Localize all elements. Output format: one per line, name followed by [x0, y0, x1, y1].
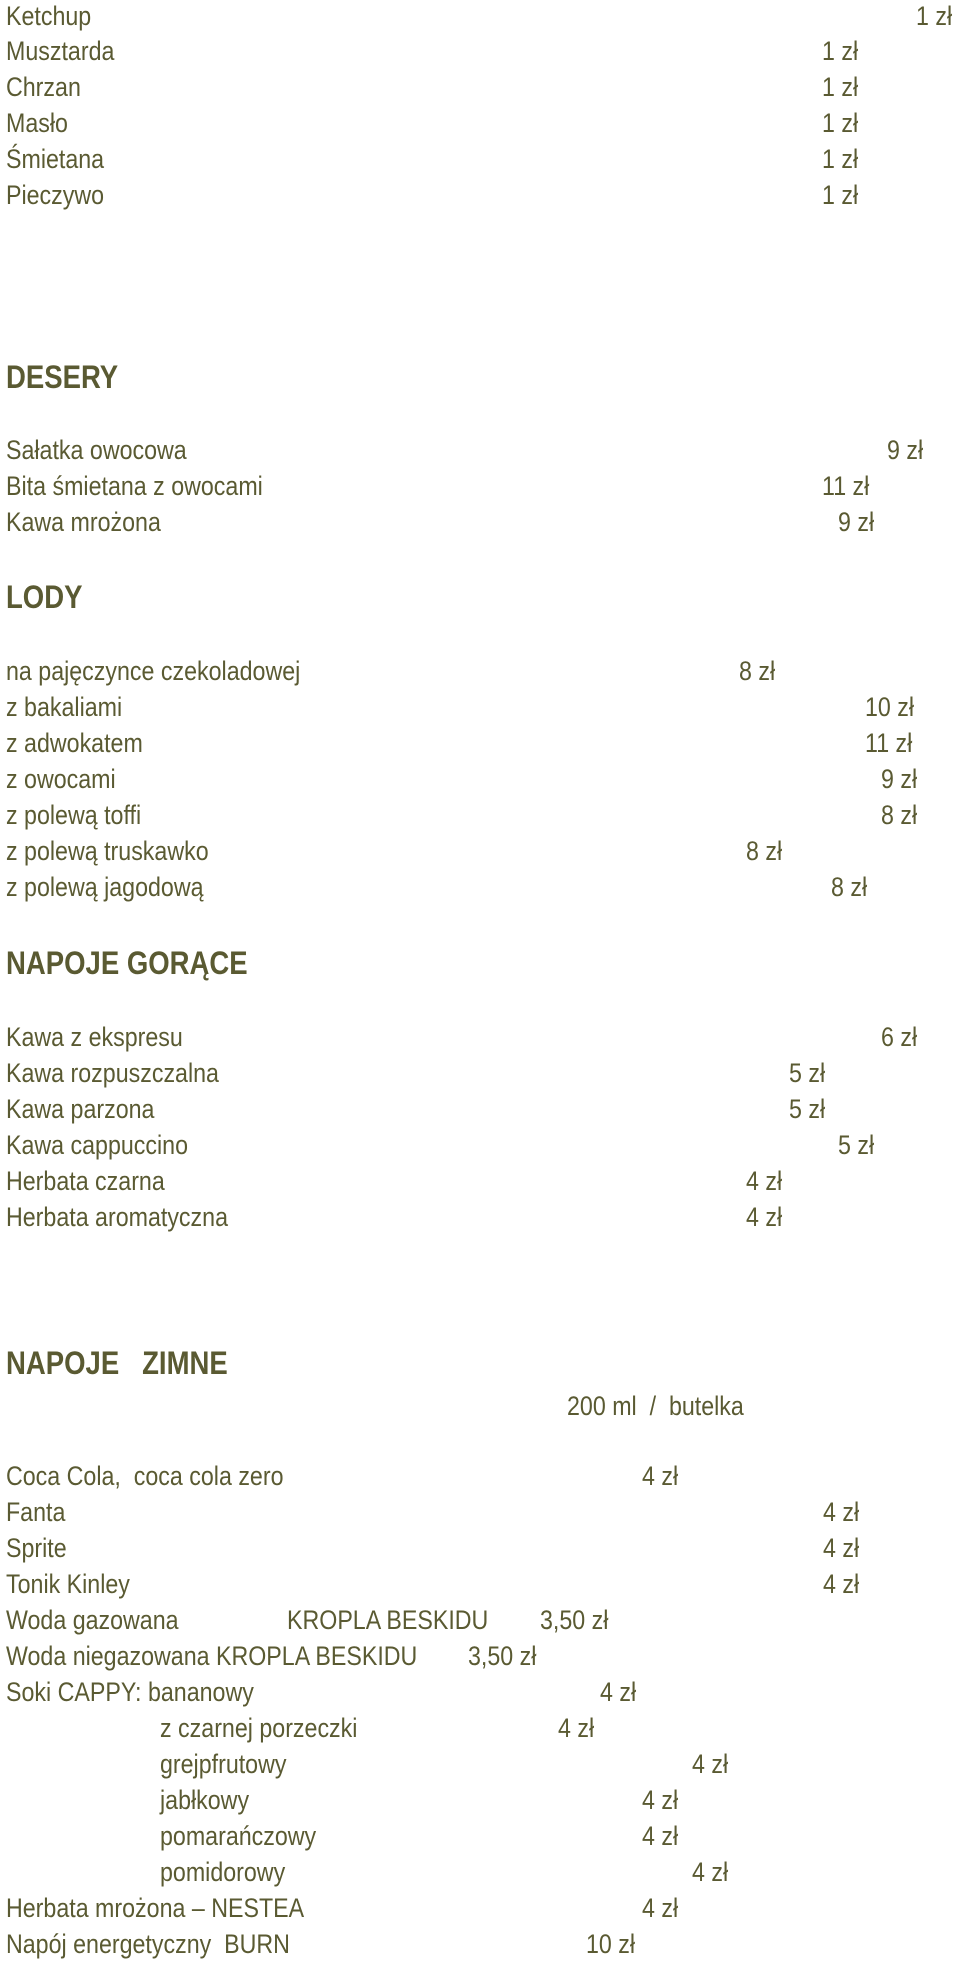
menu-item-price: 4 zł — [692, 1857, 729, 1887]
menu-item-name: jabłkowy — [160, 1785, 250, 1815]
menu-item-name: Pieczywo — [6, 180, 105, 210]
menu-item-price: 1 zł — [822, 72, 859, 102]
section-title-lody: LODY — [6, 579, 83, 615]
menu-item-name: Kawa parzona — [6, 1094, 155, 1124]
menu-item-price: 8 zł — [831, 872, 868, 902]
menu-item-name: z owocami — [6, 764, 116, 794]
menu-item-name: Woda niegazowana KROPLA BESKIDU — [6, 1641, 418, 1671]
menu-item-name: Bita śmietana z owocami — [6, 471, 263, 501]
menu-item-name: Herbata mrożona – NESTEA — [6, 1893, 305, 1923]
menu-item-name: Herbata czarna — [6, 1166, 165, 1196]
section-title-napoje-zimne: NAPOJE ZIMNE — [6, 1345, 228, 1381]
menu-item-price: 4 zł — [558, 1713, 595, 1743]
menu-item-name: Sałatka owocowa — [6, 435, 187, 465]
menu-item-name: Kawa z ekspresu — [6, 1022, 183, 1052]
menu-item-name: Soki CAPPY: bananowy — [6, 1677, 254, 1707]
menu-item-price: 1 zł — [822, 36, 859, 66]
menu-item-price: 3,50 zł — [468, 1641, 537, 1671]
menu-item-price: 8 zł — [746, 836, 783, 866]
menu-item-price: 3,50 zł — [540, 1605, 609, 1635]
menu-item-price: 8 zł — [739, 656, 776, 686]
menu-item-price: 1 zł — [822, 144, 859, 174]
menu-item-name: Kawa cappuccino — [6, 1130, 189, 1160]
menu-item-price: 10 zł — [865, 692, 915, 722]
menu-item-price: 1 zł — [916, 1, 953, 31]
menu-item-price: 5 zł — [789, 1058, 826, 1088]
menu-item-name: Napój energetyczny BURN — [6, 1929, 290, 1959]
menu-item-name: na pajęczynce czekoladowej — [6, 656, 301, 686]
menu-item-price: 4 zł — [746, 1202, 783, 1232]
menu-item-name: z polewą jagodową — [6, 872, 204, 902]
menu-item-price: 5 zł — [838, 1130, 875, 1160]
menu-item-price: 4 zł — [692, 1749, 729, 1779]
menu-item-price: 4 zł — [823, 1533, 860, 1563]
menu-item-name: z polewą toffi — [6, 800, 142, 830]
section-title-desery: DESERY — [6, 359, 119, 395]
menu-item-name: pomarańczowy — [160, 1821, 317, 1851]
menu-item-price: 11 zł — [822, 471, 870, 501]
menu-item-name: Kawa mrożona — [6, 507, 161, 537]
menu-item-price: 4 zł — [642, 1893, 679, 1923]
menu-item-name: z czarnej porzeczki — [160, 1713, 358, 1743]
menu-item-price: 6 zł — [881, 1022, 918, 1052]
menu-item-name: pomidorowy — [160, 1857, 286, 1887]
menu-item-price: 9 zł — [887, 435, 924, 465]
menu-item-price: 1 zł — [822, 108, 859, 138]
menu-item-price: 4 zł — [600, 1677, 637, 1707]
menu-item-name: Tonik Kinley — [6, 1569, 130, 1599]
menu-item-name: Fanta — [6, 1497, 66, 1527]
menu-item-price: 4 zł — [642, 1821, 679, 1851]
menu-item-name: z bakaliami — [6, 692, 123, 722]
menu-item-name: z adwokatem — [6, 728, 143, 758]
menu-item-name: Sprite — [6, 1533, 67, 1563]
section-title-napoje-gorace: NAPOJE GORĄCE — [6, 945, 248, 981]
menu-item-name: Kawa rozpuszczalna — [6, 1058, 219, 1088]
menu-item-price: 8 zł — [881, 800, 918, 830]
menu-item-name: Ketchup — [6, 1, 92, 31]
menu-item-price: 4 zł — [642, 1461, 679, 1491]
menu-item-name: Masło — [6, 108, 68, 138]
menu-item-name: grejpfrutowy — [160, 1749, 287, 1779]
menu-item-price: 4 zł — [746, 1166, 783, 1196]
menu-item-name: Chrzan — [6, 72, 81, 102]
menu-item-price: 9 zł — [881, 764, 918, 794]
menu-item-name: Śmietana — [6, 144, 105, 174]
menu-item-price: 4 zł — [823, 1569, 860, 1599]
menu-item-brand: KROPLA BESKIDU — [287, 1605, 489, 1635]
menu-item-name: Coca Cola, coca cola zero — [6, 1461, 284, 1491]
menu-item-price: 10 zł — [586, 1929, 636, 1959]
menu-item-price: 1 zł — [822, 180, 859, 210]
menu-item-name: z polewą truskawko — [6, 836, 209, 866]
menu-item-price: 11 zł — [865, 728, 913, 758]
menu-item-price: 4 zł — [823, 1497, 860, 1527]
menu-item-name: Herbata aromatyczna — [6, 1202, 228, 1232]
menu-item-price: 5 zł — [789, 1094, 826, 1124]
menu-item-price: 4 zł — [642, 1785, 679, 1815]
menu-item-price: 9 zł — [838, 507, 875, 537]
column-subheader: 200 ml / butelka — [567, 1391, 744, 1421]
menu-item-name: Woda gazowana — [6, 1605, 179, 1635]
menu-item-name: Musztarda — [6, 36, 115, 66]
